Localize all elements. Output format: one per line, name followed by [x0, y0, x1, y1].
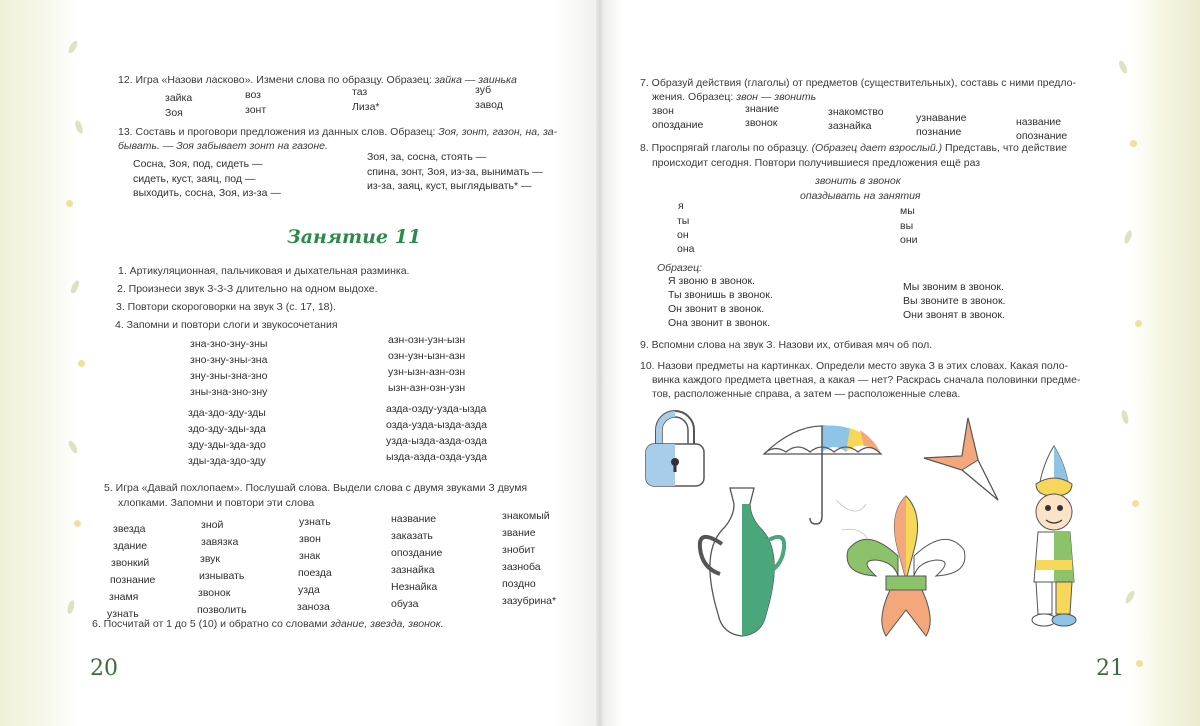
sample-sentence: Вы звоните в звонок.: [903, 295, 1006, 307]
sample-sentence: Она звонит в звонок.: [668, 317, 770, 329]
word: узда: [298, 584, 320, 596]
syllable-row: узда-ызда-азда-озда: [386, 435, 487, 447]
syllable-row: здо-зду-зды-зда: [188, 423, 266, 435]
mimosa-decoration: [69, 279, 80, 294]
verb-heading: опаздывать на занятия: [800, 190, 921, 202]
exercise-7-text: 7. Образуй действия (глаголы) от предметов (существительных), составь с ними предло-: [640, 77, 1076, 89]
word: звонок: [198, 587, 231, 599]
verb-heading: звонить в звонок: [815, 175, 901, 187]
word: звон: [652, 105, 674, 117]
syllable-row: азн-озн-узн-ызн: [388, 334, 466, 346]
phrase: спина, зонт, Зоя, из-за, вынимать —: [367, 166, 543, 178]
word: познание: [110, 574, 156, 586]
syllable-row: озн-узн-ызн-азн: [388, 350, 466, 362]
syllable-row: зну-зны-зна-зно: [190, 370, 268, 382]
syllable-row: зду-зды-зда-здо: [188, 439, 266, 451]
mimosa-decoration: [74, 119, 84, 134]
word: опоздание: [652, 119, 704, 131]
word: поезда: [298, 567, 332, 579]
mimosa-decoration: [67, 439, 79, 454]
syllable-row: ызн-азн-озн-узн: [388, 382, 466, 394]
word: воз: [245, 89, 261, 101]
word: завязка: [201, 536, 239, 548]
word: заноза: [297, 601, 330, 613]
word: завод: [475, 99, 503, 111]
mimosa-decoration: [1123, 229, 1133, 244]
exercise-10-text-line2: винка каждого предмета цветная, а какая — нет? Раскрась сначала половинки предме-: [652, 374, 1081, 386]
word: таз: [352, 86, 368, 98]
exercise-8-text-line2: происходит сегодня. Повтори получившиеся предложения ещё раз: [652, 157, 981, 169]
sample-sentence: Мы звоним в звонок.: [903, 281, 1004, 293]
lesson-item: 2. Произнеси звук З-З-З длительно на одном выдохе.: [117, 283, 378, 295]
phrase: сидеть, куст, заяц, под —: [133, 173, 256, 185]
lesson-item: 4. Запомни и повтори слоги и звукосочетания: [115, 319, 338, 331]
word: звон: [299, 533, 321, 545]
word: узнавание: [916, 112, 967, 124]
sample-sentence: Я звоню в звонок.: [668, 275, 755, 287]
mimosa-decoration: [78, 360, 85, 367]
mimosa-decoration: [1117, 59, 1128, 74]
word: знамя: [109, 591, 139, 603]
word: зазубрина*: [502, 595, 557, 607]
exercise-12-text: 12. Игра «Назови ласково». Измени слова по образцу. Образец: зайка — заинька: [118, 74, 517, 86]
word: зной: [201, 519, 224, 531]
word: Лиза*: [352, 101, 380, 113]
phrase: выходить, сосна, Зоя, из-за —: [133, 187, 281, 199]
lily-picture: [836, 490, 976, 640]
syllable-row: азда-озду-узда-ызда: [386, 403, 487, 415]
word: Незнайка: [391, 581, 438, 593]
mimosa-decoration: [66, 599, 75, 614]
word: название: [1016, 116, 1062, 128]
word: знакомство: [828, 106, 884, 118]
exercise-10-text-line3: тов, расположенные справа, а затем — расположенные слева.: [652, 388, 961, 400]
word: зонт: [245, 104, 267, 116]
word: узнать: [107, 608, 139, 620]
word: звук: [200, 553, 221, 565]
word: зайка: [165, 92, 193, 104]
phrase: из-за, заяц, куст, выглядывать* —: [367, 180, 532, 192]
word: звонкий: [111, 557, 150, 569]
pronoun: она: [677, 243, 695, 255]
exercise-5-text: 5. Игра «Давай похлопаем». Послушай слова. Выдели слова с двумя звуками З двумя: [104, 482, 528, 494]
exercise-7-text-line2: жения. Образец: звон — звонить: [652, 91, 817, 103]
znayka-picture: [1018, 442, 1096, 634]
mimosa-decoration: [67, 39, 79, 54]
word: зазнайка: [828, 120, 872, 132]
word: изнывать: [199, 570, 245, 582]
word: звезда: [113, 523, 146, 535]
sample-sentence: Он звонит в звонок.: [668, 303, 765, 315]
word: обуза: [391, 598, 419, 610]
word: узнать: [299, 516, 331, 528]
word: знак: [299, 550, 321, 562]
mimosa-decoration: [1124, 589, 1136, 604]
word: зазнайка: [391, 564, 435, 576]
sample-sentence: Они звонят в звонок.: [903, 309, 1005, 321]
word: звонок: [745, 117, 778, 129]
pronoun: ты: [677, 215, 690, 227]
mimosa-decoration: [1132, 500, 1139, 507]
word: зазноба: [502, 561, 541, 573]
exercise-13-example: бывать. — Зоя забывает зонт на газоне.: [118, 140, 328, 152]
syllable-row: зно-зну-зны-зна: [190, 354, 268, 366]
word: здание: [113, 540, 148, 552]
word: опоздание: [391, 547, 443, 559]
syllable-row: ызда-азда-озда-узда: [386, 451, 487, 463]
mimosa-decoration: [1130, 140, 1137, 147]
exercise-13-text: 13. Составь и проговори предложения из данных слов. Образец: Зоя, зонт, газон, на, за-: [118, 126, 558, 138]
page-number-left: 20: [90, 656, 118, 681]
pronoun: он: [677, 229, 689, 241]
exercise-6-text: 6. Посчитай от 1 до 5 (10) и обратно со словами здание, звезда, звонок.: [92, 618, 444, 630]
syllable-row: зда-здо-зду-зды: [188, 407, 266, 419]
sample-label: Образец:: [657, 262, 703, 274]
word: опознание: [1016, 130, 1068, 142]
lesson-item: 1. Артикуляционная, пальчиковая и дыхательная разминка.: [118, 265, 410, 277]
book-spine: [596, 0, 604, 726]
exercise-5-text-line2: хлопками. Запомни и повтори эти слова: [118, 497, 315, 509]
exercise-10-text: 10. Назови предметы на картинках. Определи место звука З в этих словах. Какая поло-: [640, 360, 1069, 372]
phrase: Зоя, за, сосна, стоять —: [367, 151, 487, 163]
word: познание: [916, 126, 962, 138]
syllable-row: зны-зна-зно-зну: [190, 386, 268, 398]
mimosa-decoration: [1135, 320, 1142, 327]
word: заказать: [391, 530, 433, 542]
syllable-row: узн-ызн-азн-озн: [388, 366, 466, 378]
lock-picture: [642, 408, 708, 488]
word: знание: [745, 103, 779, 115]
word: Зоя: [165, 107, 183, 119]
mimosa-decoration: [1136, 660, 1143, 667]
exercise-8-text: 8. Проспрягай глаголы по образцу. (Образец дает взрослый.) Представь, что действие: [640, 142, 1067, 154]
word: поздно: [502, 578, 536, 590]
word: зуб: [475, 84, 492, 96]
pronoun: я: [678, 200, 684, 212]
word: звание: [502, 527, 536, 539]
pronoun: вы: [900, 220, 914, 232]
lesson-title: Занятие 11: [287, 226, 422, 248]
syllable-row: озда-узда-ызда-азда: [386, 419, 487, 431]
word: знакомый: [502, 510, 550, 522]
page-number-right: 21: [1096, 656, 1124, 681]
mimosa-decoration: [66, 200, 73, 207]
sample-sentence: Ты звонишь в звонок.: [668, 289, 773, 301]
mimosa-decoration: [74, 520, 81, 527]
lesson-item: 3. Повтори скороговорки на звук З (с. 17, 18).: [116, 301, 336, 313]
mimosa-decoration: [1120, 409, 1129, 424]
exercise-9-text: 9. Вспомни слова на звук З. Назови их, отбивая мяч об пол.: [640, 339, 933, 351]
pronoun: они: [900, 234, 918, 246]
vase-picture: [692, 484, 802, 640]
pronoun: мы: [900, 205, 915, 217]
word: название: [391, 513, 437, 525]
word: знобит: [502, 544, 536, 556]
syllable-row: зды-зда-здо-зду: [188, 455, 266, 467]
word: позволить: [197, 604, 247, 616]
syllable-row: зна-зно-зну-зны: [190, 338, 268, 350]
phrase: Сосна, Зоя, под, сидеть —: [133, 158, 263, 170]
